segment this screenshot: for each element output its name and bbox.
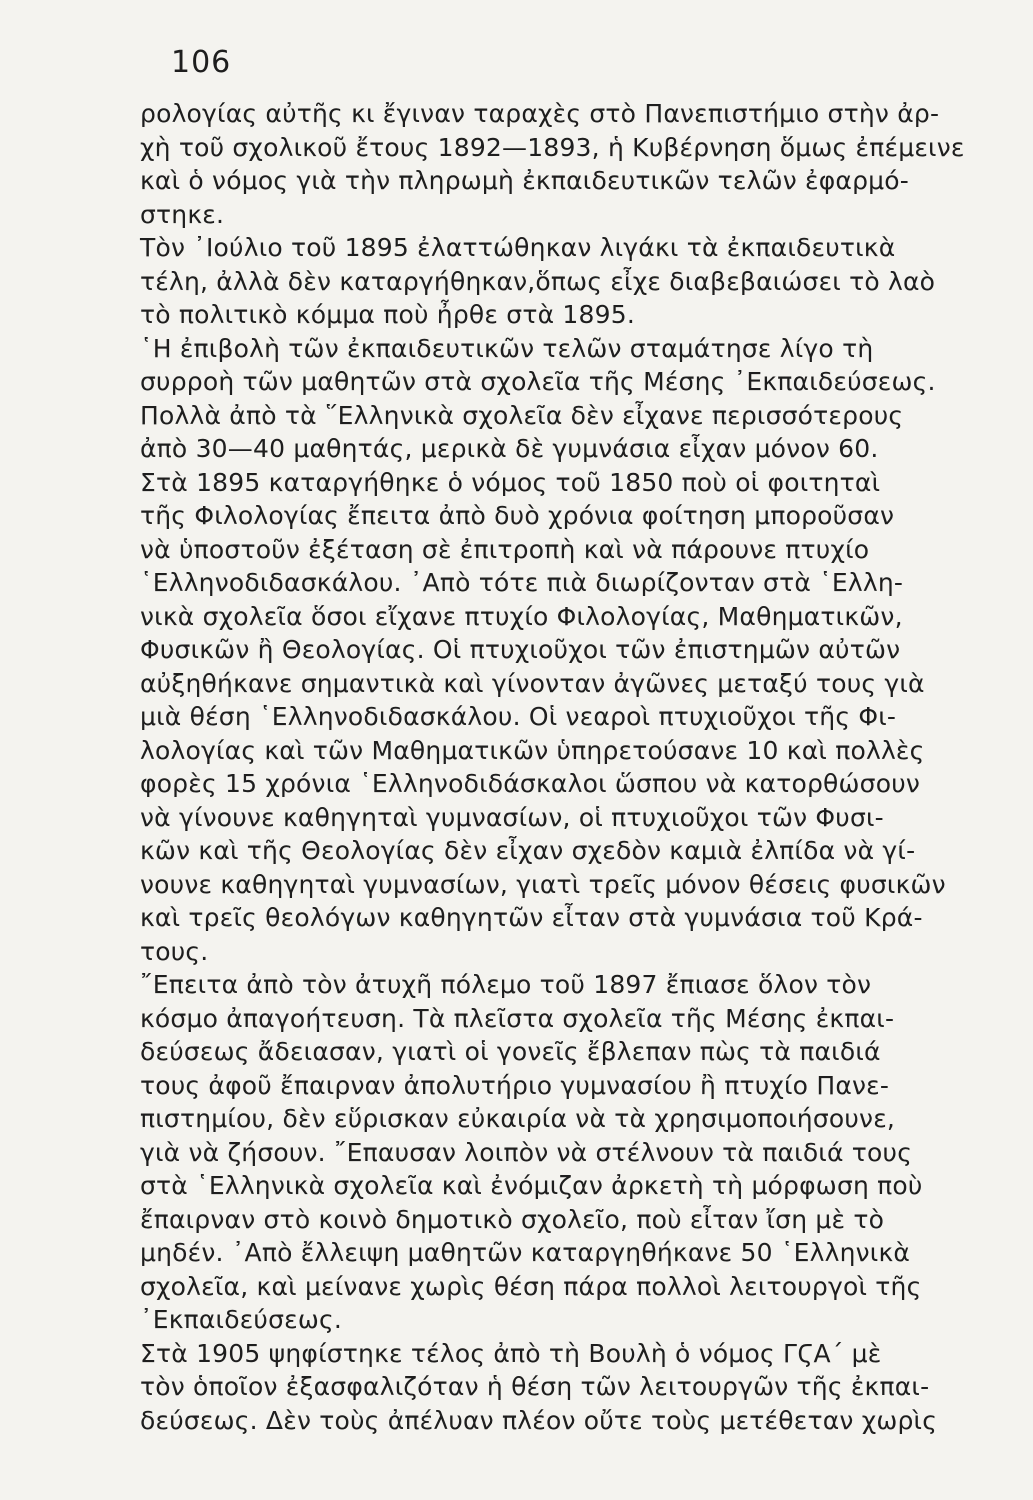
text-line: ρολογίας αὐτῆς κι ἔγιναν ταραχὲς στὸ Πανεπιστήμιο στὴν ἀρ- (140, 99, 940, 128)
text-line: ῎Επειτα ἀπὸ τὸν ἀτυχῆ πόλεμο τοῦ 1897 ἔπιασε ὅλον τὸν (140, 970, 872, 999)
text-line: ῾Ελληνοδιδασκάλου. ᾽Απὸ τότε πιὰ διωρίζονταν στὰ ῾Ελλη- (140, 568, 904, 597)
text-line: φορὲς 15 χρόνια ῾Ελληνοδιδάσκαλοι ὥσπου νὰ κατορθώσουν (140, 769, 921, 798)
text-line: τῆς Φιλολογίας ἔπειτα ἀπὸ δυὸ χρόνια φοίτηση μποροῦσαν (140, 501, 895, 530)
text-line: τὸ πολιτικὸ κόμμα ποὺ ἦρθε στὰ 1895. (140, 300, 635, 329)
text-line: πιστημίου, δὲν εὕρισκαν εὐκαιρία νὰ τὰ χρησιμοποιήσουνε, (140, 1104, 896, 1133)
text-line: τὸν ὁποῖον ἐξασφαλιζόταν ἡ θέση τῶν λειτουργῶν τῆς ἐκπαι- (140, 1372, 930, 1401)
text-line: συρροὴ τῶν μαθητῶν στὰ σχολεῖα τῆς Μέσης ᾽Εκπαιδεύσεως. (140, 367, 936, 396)
text-line: σχολεῖα, καὶ μείνανε χωρὶς θέση πάρα πολλοὶ λειτουργοὶ τῆς (140, 1271, 922, 1301)
text-line: στηκε. (140, 199, 225, 229)
body-text (140, 97, 970, 1437)
text-line: στὰ ῾Ελληνικὰ σχολεῖα καὶ ἐνόμιζαν ἀρκετὴ τὴ μόρφωση ποὺ (140, 1171, 923, 1200)
text-line: δεύσεως ἄδειασαν, γιατὶ οἱ γονεῖς ἔβλεπαν πὼς τὰ παιδιά (140, 1037, 881, 1066)
text-line: γιὰ νὰ ζήσουν. ῎Επαυσαν λοιπὸν νὰ στέλνουν τὰ παιδιά τους (140, 1137, 913, 1167)
text-line: κῶν καὶ τῆς Θεολογίας δὲν εἶχαν σχεδὸν καμιὰ ἐλπίδα νὰ γί- (140, 836, 916, 865)
text-line: ἔπαιρναν στὸ κοινὸ δημοτικὸ σχολεῖο, ποὺ εἶταν ἴση μὲ τὸ (140, 1204, 885, 1234)
text-line: τους ἀφοῦ ἔπαιρναν ἀπολυτήριο γυμνασίου ἢ πτυχίο Πανε- (140, 1070, 890, 1100)
text-line: μιὰ θέση ῾Ελληνοδιδασκάλου. Οἱ νεαροὶ πτυχιοῦχοι τῆς Φι- (140, 702, 897, 731)
text-line: ᾽Εκπαιδεύσεως. (140, 1305, 343, 1334)
text-line: κόσμο ἀπαγοήτευση. Τὰ πλεῖστα σχολεῖα τῆς Μέσης ἐκπαι- (140, 1003, 895, 1033)
text-line: ῾Η ἐπιβολὴ τῶν ἐκπαιδευτικῶν τελῶν σταμάτησε λίγο τὴ (140, 333, 874, 363)
text-line: τους. (140, 936, 209, 966)
text-line: νὰ γίνουνε καθηγηταὶ γυμνασίων, οἱ πτυχιοῦχοι τῶν Φυσι- (140, 802, 884, 832)
text-line: Τὸν ᾽Ιούλιο τοῦ 1895 ἐλαττώθηκαν λιγάκι τὰ ἐκπαιδευτικὰ (140, 233, 896, 262)
text-line: καὶ τρεῖς θεολόγων καθηγητῶν εἶταν στὰ γυμνάσια τοῦ Κρά- (140, 903, 923, 932)
text-line: Πολλὰ ἀπὸ τὰ ῞Ελληνικὰ σχολεῖα δὲν εἶχανε περισσότερους (140, 400, 904, 430)
text-line: νὰ ὑποστοῦν ἐξέταση σὲ ἐπιτροπὴ καὶ νὰ πάρουνε πτυχίο (140, 534, 870, 564)
text-line: καὶ ὁ νόμος γιὰ τὴν πληρωμὴ ἐκπαιδευτικῶν τελῶν ἐφαρμό- (140, 166, 910, 195)
text-line: χὴ τοῦ σχολικοῦ ἔτους 1892—1893, ἡ Κυβέρνηση ὅμως ἐπέμεινε (140, 132, 965, 162)
text-line: τέλη, ἀλλὰ δὲν καταργήθηκαν,ὅπως εἶχε διαβεβαιώσει τὸ λαὸ (140, 266, 936, 296)
text-line: ἀπὸ 30—40 μαθητάς, μερικὰ δὲ γυμνάσια εἶχαν μόνον 60. (140, 434, 879, 463)
text-line: νικὰ σχολεῖα ὅσοι εἴχανε πτυχίο Φιλολογίας, Μαθηματικῶν, (140, 601, 903, 631)
text-line: Στὰ 1895 καταργήθηκε ὁ νόμος τοῦ 1850 ποὺ οἱ φοιτηταὶ (140, 467, 881, 497)
text-line: λολογίας καὶ τῶν Μαθηματικῶν ὑπηρετούσανε 10 καὶ πολλὲς (140, 735, 925, 765)
text-line: δεύσεως. Δὲν τοὺς ἀπέλυαν πλέον οὔτε τοὺς μετέθεταν χωρὶς (140, 1405, 938, 1435)
text-line: Φυσικῶν ἢ Θεολογίας. Οἱ πτυχιοῦχοι τῶν ἐπιστημῶν αὐτῶν (140, 635, 901, 664)
text-line: μηδέν. ᾽Απὸ ἔλλειψη μαθητῶν καταργηθήκανε 50 ῾Ελληνικὰ (140, 1238, 911, 1267)
text-line: αὐξηθήκανε σημαντικὰ καὶ γίνονταν ἀγῶνες μεταξύ τους γιὰ (140, 668, 925, 698)
text-line: Στὰ 1905 ψηφίστηκε τέλος ἀπὸ τὴ Βουλὴ ὁ νόμος ΓϚΑ΄ μὲ (140, 1338, 882, 1368)
page-number: 106 (171, 45, 232, 80)
text-line: νουνε καθηγηταὶ γυμνασίων, γιατὶ τρεῖς μόνον θέσεις φυσικῶν (140, 869, 946, 899)
